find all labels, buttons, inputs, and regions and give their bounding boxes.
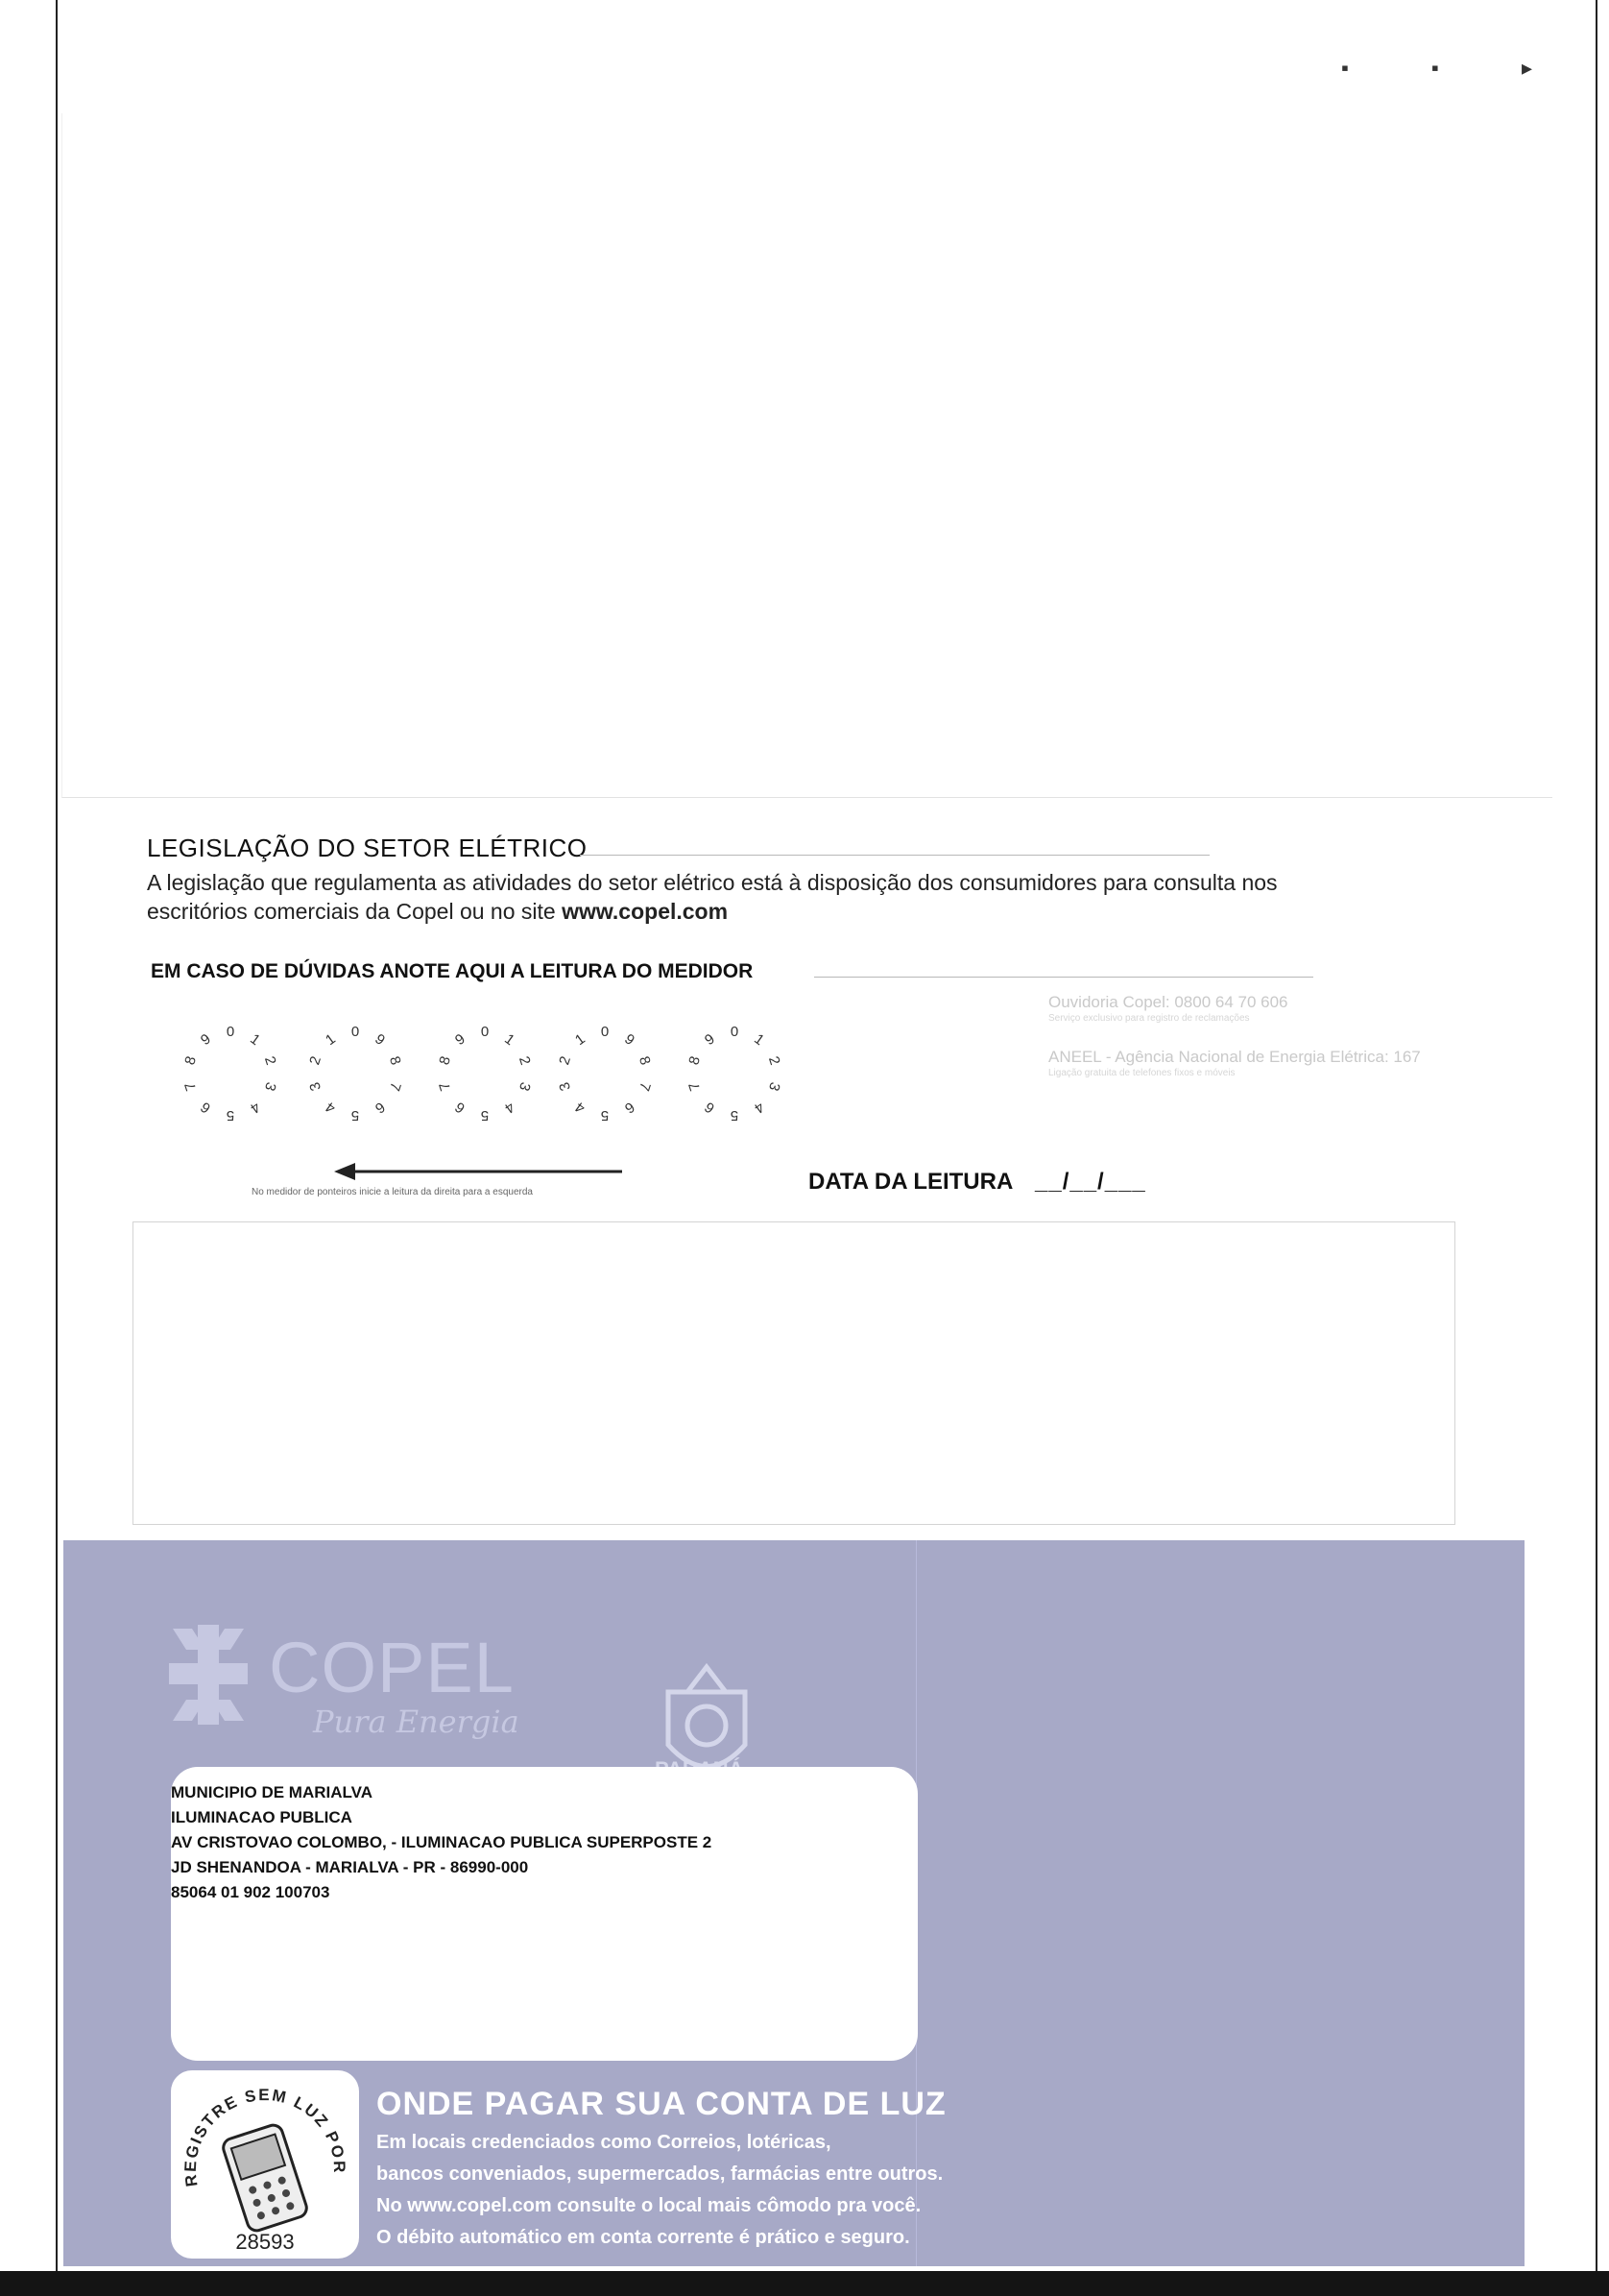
dial-digit: 1 <box>751 1030 767 1050</box>
dial-digit: 7 <box>635 1079 654 1094</box>
dial-digit: 2 <box>764 1053 783 1068</box>
dial-digit: 5 <box>480 1107 490 1124</box>
onde-pagar-line: No www.copel.com consulte o local mais cômodo pra você. <box>376 2195 922 2216</box>
sms-number: 28593 <box>235 2230 295 2254</box>
dial-digit: 7 <box>685 1079 705 1094</box>
onde-pagar-line: O débito automático em conta corrente é prático e seguro. <box>376 2227 910 2248</box>
dial-digit: 4 <box>247 1098 263 1117</box>
dial-digit: 1 <box>323 1030 339 1050</box>
blank-top-region <box>61 113 1552 798</box>
dial-digit: 6 <box>198 1098 214 1117</box>
legislacao-title: LEGISLAÇÃO DO SETOR ELÉTRICO <box>147 834 588 862</box>
reading-direction-arrow-icon <box>334 1160 622 1183</box>
onde-pagar <box>376 2086 952 2254</box>
ouvidoria-info <box>1048 993 1500 1079</box>
dial-digit: 2 <box>556 1053 575 1068</box>
dial-digit: 6 <box>702 1098 718 1117</box>
dial-digit: 3 <box>260 1079 279 1094</box>
dial-digit: 9 <box>702 1030 718 1050</box>
ouvidoria-note: Serviço exclusivo para registro de reclamações <box>1048 1013 1250 1024</box>
meter-dial-3 <box>427 1016 542 1131</box>
dial-digit: 0 <box>730 1024 739 1040</box>
copel-wordmark: COPEL <box>269 1628 515 1707</box>
address-line: AV CRISTOVAO COLOMBO, - ILUMINACAO PUBLICA SUPERPOSTE 2 <box>171 1833 712 1851</box>
dial-digit: 0 <box>350 1024 360 1040</box>
dial-digit: 5 <box>600 1107 610 1124</box>
address-line: MUNICIPIO DE MARIALVA <box>171 1783 372 1801</box>
dial-digit: 0 <box>226 1024 235 1040</box>
copel-mark-icon <box>169 1625 248 1725</box>
sms-badge <box>171 2070 359 2259</box>
dial-digit: 8 <box>635 1053 654 1068</box>
dial-digit: 9 <box>372 1030 388 1050</box>
dial-digit: 4 <box>751 1098 767 1117</box>
onde-pagar-line: Em locais credenciados como Correios, lotéricas, <box>376 2132 831 2153</box>
address-line: 85064 01 902 100703 <box>171 1883 330 1901</box>
dial-digit: 7 <box>385 1079 404 1094</box>
legislacao-line-2: escritórios comerciais da Copel ou no site <box>147 899 563 924</box>
aneel-phone: ANEEL - Agência Nacional de Energia Elétrica: 167 <box>1048 1048 1421 1066</box>
dial-digit: 9 <box>198 1030 214 1050</box>
meter-dial-5 <box>677 1016 792 1131</box>
copel-logo <box>169 1607 611 1752</box>
address-line: ILUMINACAO PUBLICA <box>171 1808 352 1826</box>
aneel-note: Ligação gratuita de telefones fixos e móveis <box>1048 1068 1236 1078</box>
medidor-rule <box>814 977 1313 978</box>
dial-digit: 1 <box>247 1030 263 1050</box>
onde-pagar-line: bancos conveniados, supermercados, farmácias entre outros. <box>376 2163 944 2185</box>
dial-digit: 8 <box>685 1053 705 1068</box>
dial-digit: 0 <box>480 1024 490 1040</box>
address-line: JD SHENANDOA - MARIALVA - PR - 86990-000 <box>171 1858 529 1876</box>
medidor-title: EM CASO DE DÚVIDAS ANOTE AQUI A LEITURA DO MEDIDOR <box>151 960 754 982</box>
dial-digit: 3 <box>764 1079 783 1094</box>
dial-digit: 5 <box>730 1107 739 1124</box>
dial-digit: 4 <box>501 1098 517 1117</box>
dial-digit: 6 <box>621 1098 637 1117</box>
dial-digit: 3 <box>515 1079 534 1094</box>
address-block <box>171 1780 711 1905</box>
meter-dial-1 <box>173 1016 288 1131</box>
dial-digit: 8 <box>385 1053 404 1068</box>
dial-digit: 2 <box>260 1053 279 1068</box>
meter-dial-4 <box>547 1016 662 1131</box>
legislacao-line-1: A legislação que regulamenta as atividades do setor elétrico está à disposição dos consumidores para consulta nos <box>147 870 1278 895</box>
dial-digit: 7 <box>436 1079 455 1094</box>
copel-site-link[interactable]: www.copel.com <box>562 899 729 924</box>
ouvidoria-phone: Ouvidoria Copel: 0800 64 70 606 <box>1048 993 1288 1011</box>
dial-digit: 2 <box>515 1053 534 1068</box>
dial-digit: 7 <box>181 1079 201 1094</box>
dial-digit: 3 <box>556 1079 575 1094</box>
notes-box[interactable] <box>132 1221 1455 1525</box>
legislacao-rule <box>580 855 1210 856</box>
scan-bottom-band <box>0 2271 1609 2296</box>
dial-reading-note: No medidor de ponteiros inicie a leitura da direita para a esquerda <box>252 1187 533 1197</box>
corner-marks: ▪ ▪ ▸ <box>1341 56 1571 80</box>
dial-digit: 2 <box>306 1053 325 1068</box>
dial-digit: 6 <box>452 1098 468 1117</box>
dial-digit: 4 <box>572 1098 588 1117</box>
dial-digit: 9 <box>621 1030 637 1050</box>
sms-arc-text: REGISTRE SEM LUZ POR <box>180 2086 349 2188</box>
dial-digit: 4 <box>323 1098 339 1117</box>
copel-tagline: Pura Energia <box>313 1704 519 1740</box>
dial-digit: 8 <box>181 1053 201 1068</box>
data-leitura-label: DATA DA LEITURA <box>808 1169 1014 1195</box>
dial-digit: 8 <box>436 1053 455 1068</box>
dial-digit: 5 <box>226 1107 235 1124</box>
dial-digit: 6 <box>372 1098 388 1117</box>
data-leitura-field[interactable]: __/__/___ <box>1035 1169 1146 1195</box>
envelope-panel <box>63 1540 1525 2266</box>
legislacao-body <box>147 868 1424 926</box>
dial-digit: 5 <box>350 1107 360 1124</box>
sms-phone-icon <box>171 2070 359 2259</box>
dial-digit: 1 <box>501 1030 517 1050</box>
dial-digit: 9 <box>452 1030 468 1050</box>
meter-dial-2 <box>298 1016 413 1131</box>
dial-digit: 1 <box>572 1030 588 1050</box>
onde-pagar-title: ONDE PAGAR SUA CONTA DE LUZ <box>376 2086 947 2122</box>
dial-digit: 3 <box>306 1079 325 1094</box>
dial-digit: 0 <box>600 1024 610 1040</box>
